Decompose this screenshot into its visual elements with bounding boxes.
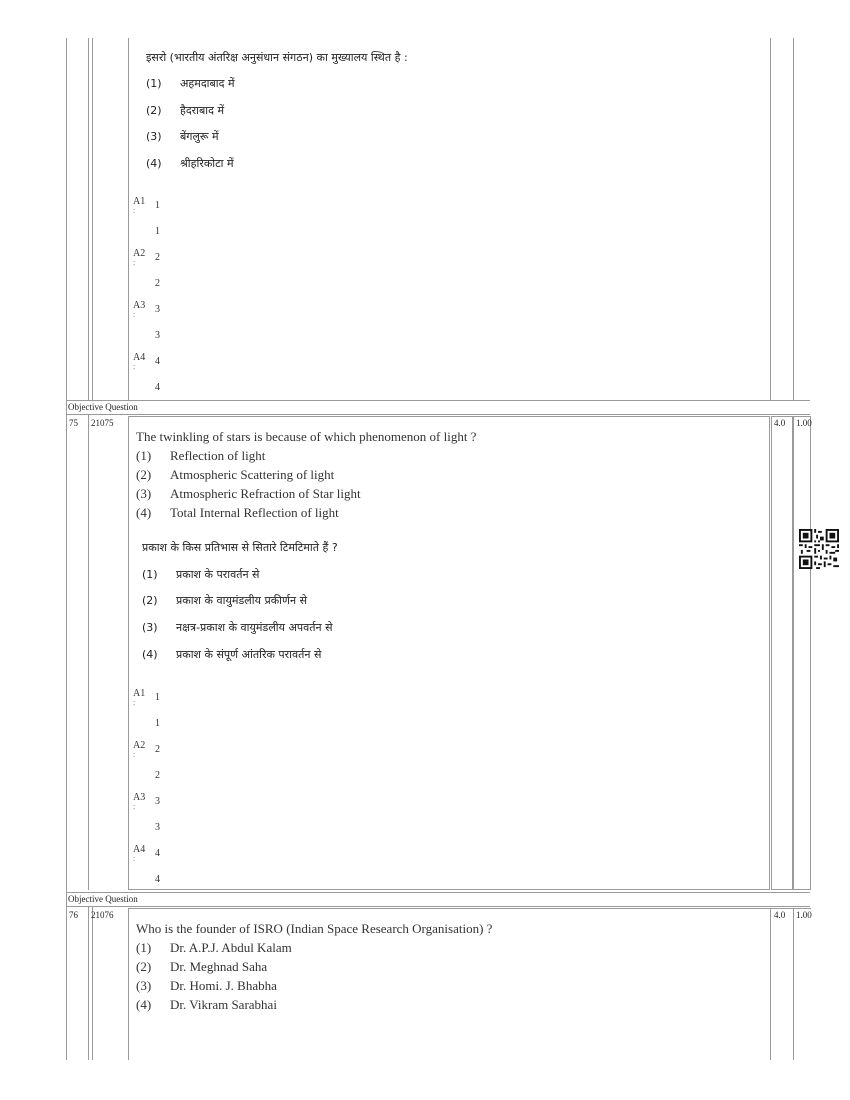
q76-marks: 4.0 [774,910,786,920]
q75-option-en-1 [136,448,265,464]
q75-option-hi-2 [142,593,307,608]
option-text: Atmospheric Refraction of Star light [170,486,361,501]
q76-question-english: Who is the founder of ISRO (Indian Space Research Organisation) ? [136,921,493,936]
answer-value: 1 [155,226,160,237]
row-divider-2 [66,414,810,415]
option-text: Dr. Homi. J. Bhabha [170,978,277,993]
answer-value: 1 [155,200,160,211]
option-number: (1) [136,448,152,463]
q75-option-hi-1 [142,567,260,582]
q75-option-en-4 [136,505,339,521]
answer-value: 1 [155,692,160,703]
top-question-hindi: इसरो (भारतीय अंतरिक्ष अनुसंधान संगठन) का मुख्यालय स्थित है : [146,51,408,64]
q75-option-en-3 [136,486,361,502]
row-divider-4 [66,906,810,907]
option-number: (4) [146,157,162,170]
q75-question-english: The twinkling of stars is because of which phenomenon of light ? [136,429,477,444]
option-number: (1) [146,77,162,90]
answer-value: 2 [155,278,160,289]
q76-serial: 76 [69,910,78,920]
option-text: श्रीहरिकोटा में [180,157,234,170]
top-option-1 [146,76,235,91]
option-text: प्रकाश के संपूर्ण आंतरिक परावर्तन से [176,648,322,661]
q76-option-en-2 [136,959,267,975]
answer-value: 4 [155,382,160,393]
top-option-4 [146,156,234,171]
option-text: Dr. A.P.J. Abdul Kalam [170,940,292,955]
answer-colon: : [133,854,136,863]
option-number: (1) [136,940,152,955]
answer-value: 3 [155,796,160,807]
q75-serial: 75 [69,418,78,428]
question-type-label-2: Objective Question [68,894,138,904]
option-text: Atmospheric Scattering of light [170,467,335,482]
answer-value: 2 [155,252,160,263]
q75-question-id: 21075 [91,418,114,428]
q75-option-en-2 [136,467,334,483]
answer-value: 4 [155,356,160,367]
answer-label: A1 [133,688,146,699]
answer-label: A3 [133,300,146,311]
answer-colon: : [133,258,136,267]
option-number: (3) [136,978,152,993]
option-text: Reflection of light [170,448,266,463]
option-number: (1) [142,568,158,581]
option-text: अहमदाबाद में [180,77,235,90]
option-number: (2) [136,959,152,974]
col-line-2 [92,38,93,400]
answer-value: 1 [155,718,160,729]
question-type-label: Objective Question [68,402,138,412]
option-number: (4) [136,505,152,520]
option-text: Dr. Meghnad Saha [170,959,268,974]
option-number: (4) [136,997,152,1012]
answer-colon: : [133,206,136,215]
q76-option-en-4 [136,997,277,1013]
answer-colon: : [133,802,136,811]
answer-colon: : [133,362,136,371]
q76-body-top [128,908,770,909]
option-text: प्रकाश के परावर्तन से [176,568,260,581]
answer-label: A4 [133,352,146,363]
col-line-1 [88,38,89,400]
top-option-2 [146,103,224,118]
answer-label: A2 [133,740,146,751]
top-option-3 [146,129,219,144]
q76-option-en-1 [136,940,292,956]
col-line-3 [128,38,129,400]
option-number: (4) [142,648,158,661]
option-number: (3) [142,621,158,634]
answer-label: A1 [133,196,146,207]
answer-colon: : [133,698,136,707]
qr-code-icon [799,529,839,569]
q76-body-left [128,908,129,1060]
q76-marks-right [793,908,794,1060]
q76-marks-top [771,908,811,909]
q76-col-sno-b [92,906,93,1060]
q75-marks: 4.0 [774,418,786,428]
answer-label: A3 [133,792,146,803]
option-number: (2) [142,594,158,607]
option-number: (2) [136,467,152,482]
q76-negative-marks: 1.00 [796,910,812,920]
q75-col-sno [88,414,89,890]
answer-value: 4 [155,848,160,859]
answer-value: 3 [155,330,160,341]
option-text: बेंगलुरू में [180,130,219,143]
q75-negative-marks: 1.00 [796,418,812,428]
option-text: Total Internal Reflection of light [170,505,339,520]
answer-colon: : [133,750,136,759]
q76-question-id: 21076 [91,910,114,920]
answer-value: 3 [155,304,160,315]
option-text: Dr. Vikram Sarabhai [170,997,277,1012]
answer-value: 3 [155,822,160,833]
q75-marks-cell [771,416,793,890]
answer-colon: : [133,310,136,319]
q75-neg-cell [793,416,811,890]
q76-option-en-3 [136,978,277,994]
row-divider-3 [66,892,810,893]
q76-col-sno [88,906,89,1060]
q75-option-hi-4 [142,647,321,662]
option-text: नक्षत्र-प्रकाश के वायुमंडलीय अपवर्तन से [176,621,333,634]
option-number: (2) [146,104,162,117]
row-divider-1 [66,400,810,401]
answer-value: 4 [155,874,160,885]
col-line-5 [793,38,794,400]
option-text: हैदराबाद में [180,104,225,117]
q75-option-hi-3 [142,620,333,635]
option-text: प्रकाश के वायुमंडलीय प्रकीर्णन से [176,594,308,607]
q76-body-right [770,908,771,1060]
answer-value: 2 [155,744,160,755]
q75-question-hindi: प्रकाश के किस प्रतिभास से सितारे टिमटिमाते हैं ? [142,541,338,554]
answer-label: A2 [133,248,146,259]
answer-value: 2 [155,770,160,781]
answer-label: A4 [133,844,146,855]
col-line-4 [770,38,771,400]
option-number: (3) [136,486,152,501]
option-number: (3) [146,130,162,143]
